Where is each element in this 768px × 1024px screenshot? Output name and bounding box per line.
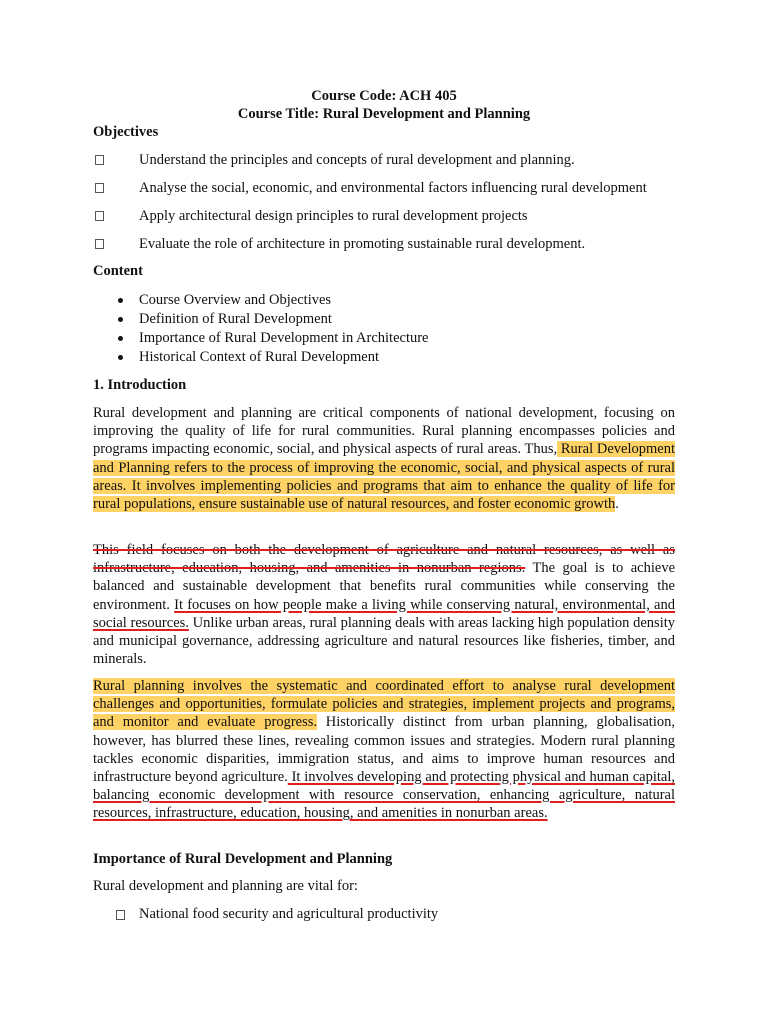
objectives-heading: Objectives [93, 124, 159, 140]
objective-item: Understand the principles and concepts of rural development and planning. [139, 152, 575, 168]
paragraph-text: . [615, 496, 619, 513]
content-item: Definition of Rural Development [139, 311, 332, 327]
importance-item: National food security and agricultural productivity [139, 906, 439, 922]
bullet-icon [118, 336, 123, 341]
checkbox-icon [95, 183, 104, 193]
objective-item: Apply architectural design principles to rural development projects [139, 208, 528, 224]
course-code: Course Code: ACH 405 [311, 88, 457, 104]
introduction-heading: 1. Introduction [93, 377, 187, 393]
intro-paragraph-2 [93, 541, 675, 668]
underlined-text: It focuses on how people make a living while conserving natural, environmental, and social resources. [93, 596, 675, 631]
content-heading: Content [93, 263, 143, 279]
checkbox-icon [95, 211, 104, 221]
checkbox-icon [116, 910, 125, 920]
content-item: Importance of Rural Development in Architecture [139, 330, 429, 346]
struck-through-text: This field focuses on both the development of agriculture and natural resources, as well as infrastructure, education, housing, and amenities in nonurban regions. [93, 542, 675, 577]
bullet-icon [118, 298, 123, 303]
checkbox-icon [95, 239, 104, 249]
underlined-text: It involves developing and protecting physical and human capital, balancing economic development with resource conservation, enhancing agriculture, natural resources, infrastructure, education, housing, and amenities in nonurban areas. [93, 769, 675, 822]
importance-heading: Importance of Rural Development and Planning [93, 851, 393, 867]
content-item: Historical Context of Rural Development [139, 349, 380, 365]
paragraph-text: Unlike urban areas, rural planning deals with areas lacking high population density and municipal governance, addressing agriculture and natural resources like fisheries, timber, and minerals. [93, 614, 675, 668]
checkbox-icon [95, 155, 104, 165]
importance-intro: Rural development and planning are vital for: [93, 878, 358, 894]
bullet-icon [118, 317, 123, 322]
content-item: Course Overview and Objectives [139, 292, 332, 308]
paragraph-text: Rural development and planning are critical components of national development, focusing on improving the quality of life for rural communities. Rural planning encompasses policies and programs impacting economic, social, and physical aspects of rural areas. Thus, [93, 405, 675, 458]
objective-item: Analyse the social, economic, and environmental factors influencing rural development [139, 180, 647, 196]
paragraph-text: The goal is to achieve balanced and sustainable development that benefits rural communities while conserving the environment. [93, 560, 676, 613]
highlighted-text: Rural Development and Planning refers to the process of improving the economic, social, and physical aspects of rural areas. It involves implementing policies and programs that aim to enhance the quality of life for rural populations, ensure sustainable use of natural resources, and foster economic growth [93, 441, 675, 513]
paragraph-text: Historically distinct from urban planning, globalisation, however, has blurred these lines, revealing common issues and strategies. Modern rural planning tackles economic disparities, immigration status, and aims to improve human resources and infrastructure beyond agriculture. [93, 714, 675, 786]
intro-paragraph-1 [93, 404, 675, 513]
objective-item: Evaluate the role of architecture in promoting sustainable rural development. [139, 236, 586, 252]
bullet-icon [118, 355, 123, 360]
highlighted-text: Rural planning involves the systematic and coordinated effort to analyse rural development challenges and opportunities, formulate policies and strategies, implement projects and programs, and monitor and evaluate progress. [93, 678, 675, 731]
intro-paragraph-3 [93, 677, 675, 823]
course-title: Course Title: Rural Development and Planning [237, 106, 531, 122]
